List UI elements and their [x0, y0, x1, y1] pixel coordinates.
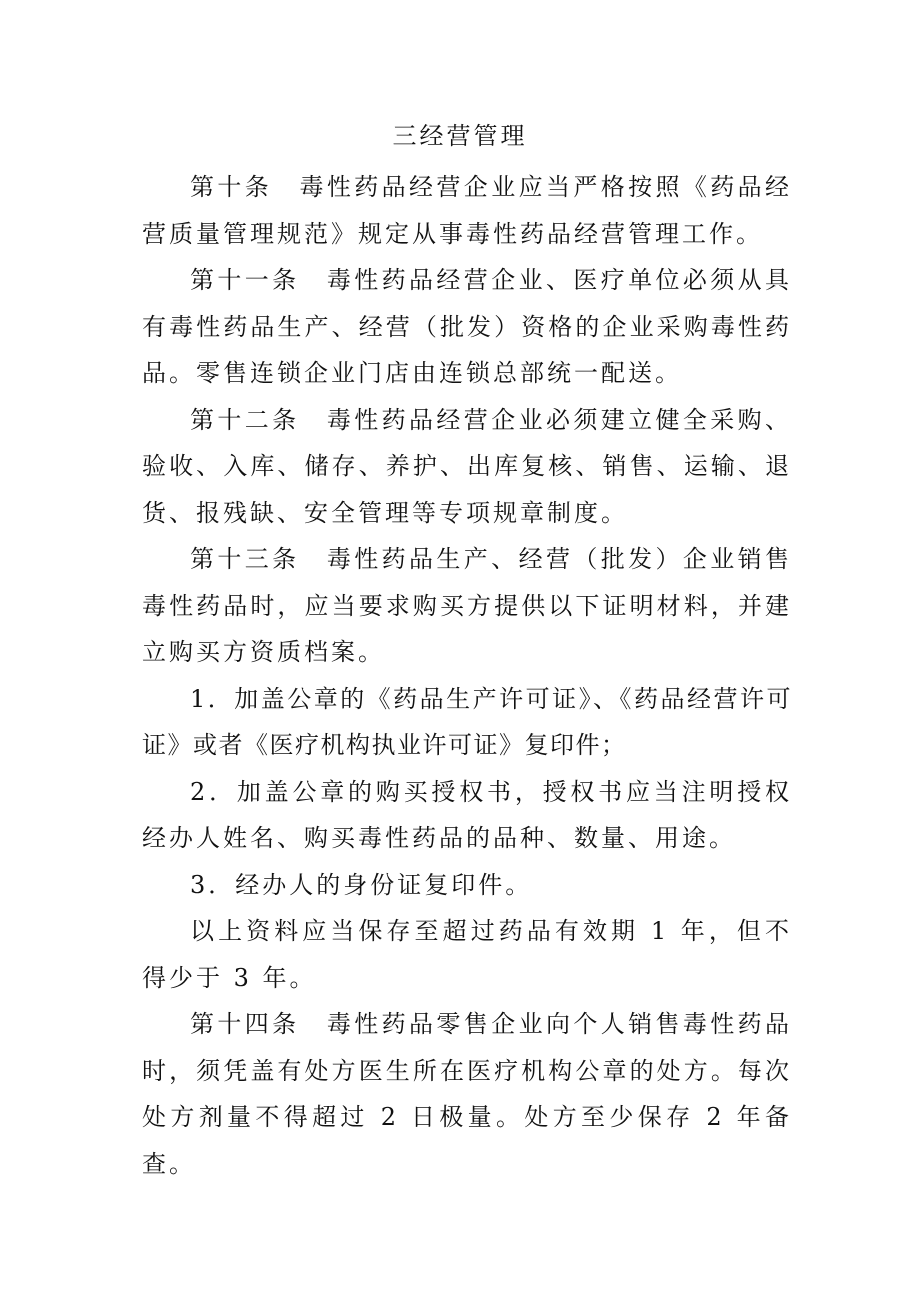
requirement-item-3: 3．经办人的身份证复印件。 — [190, 870, 533, 899]
retention-note: 以上资料应当保存至超过药品有效期 1 年，但不得少于 3 年。 — [142, 917, 792, 992]
requirement-item-1: 1．加盖公章的《药品生产许可证》、《药品经营许可证》或者《医疗机构执业许可证》复印件； — [142, 684, 792, 759]
document-body — [142, 164, 792, 1187]
article-11: 第十一条 毒性药品经营企业、医疗单位必须从具有毒性药品生产、经营（批发）资格的企业采购毒性药品。零售连锁企业门店由连锁总部统一配送。 — [142, 266, 792, 387]
article-10: 第十条 毒性药品经营企业应当严格按照《药品经营质量管理规范》规定从事毒性药品经营管理工作。 — [142, 173, 792, 248]
article-12: 第十二条 毒性药品经营企业必须建立健全采购、验收、入库、储存、养护、出库复核、销售、运输、退货、报残缺、安全管理等专项规章制度。 — [142, 405, 792, 527]
section-title: 三经营管理 — [392, 122, 528, 150]
article-13: 第十三条 毒性药品生产、经营（批发）企业销售毒性药品时，应当要求购买方提供以下证明材料，并建立购买方资质档案。 — [142, 545, 792, 666]
article-14: 第十四条 毒性药品零售企业向个人销售毒性药品时，须凭盖有处方医生所在医疗机构公章的处方。每次处方剂量不得超过 2 日极量。处方至少保存 2 年备查。 — [142, 1010, 792, 1178]
requirement-item-2: 2．加盖公章的购买授权书，授权书应当注明授权经办人姓名、购买毒性药品的品种、数量、用途。 — [142, 777, 792, 852]
